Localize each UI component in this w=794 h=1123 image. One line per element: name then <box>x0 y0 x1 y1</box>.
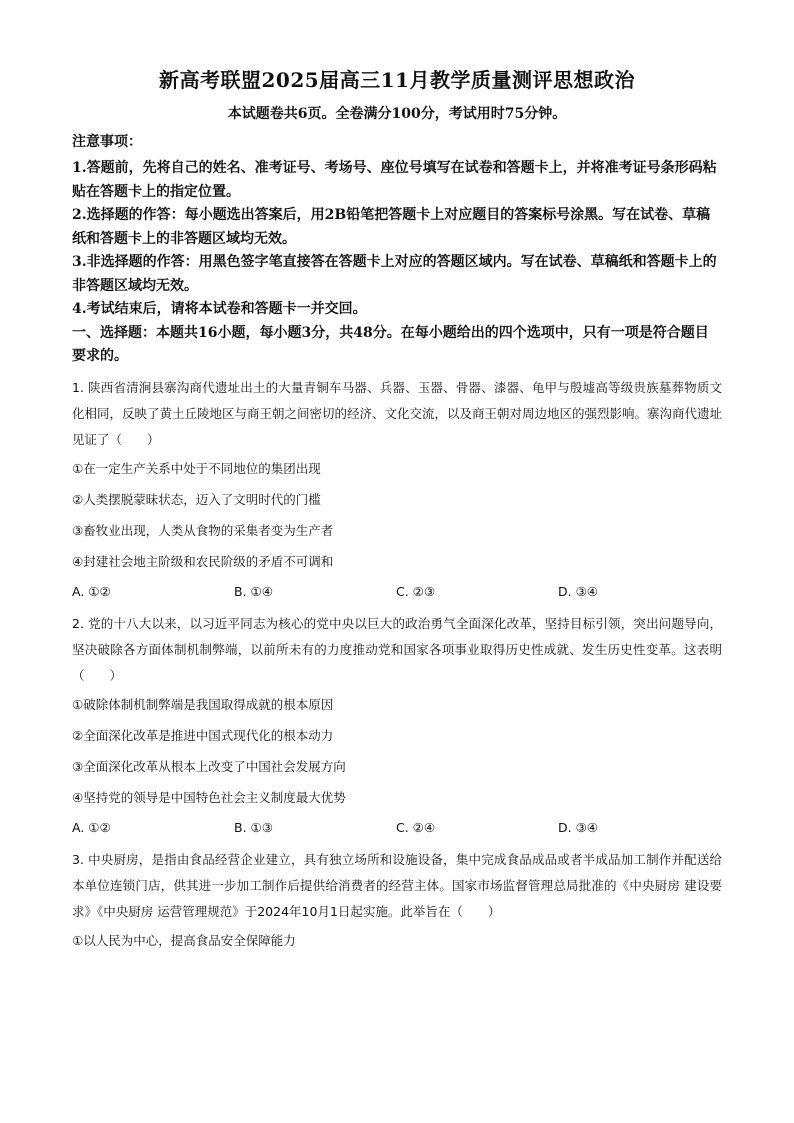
question-3 <box>72 847 722 956</box>
statement-option: ③畜牧业出现，人类从食物的采集者变为生产者 <box>72 522 334 538</box>
note-item: 2.选择题的作答：每小题选出答案后，用2B铅笔把答题卡上对应题目的答案标号涂黑。写在试卷、草稿纸和答题卡上的非答题区域均无效。 <box>72 207 711 247</box>
statement-option: ④坚持党的领导是中国特色社会主义制度最大优势 <box>72 789 346 805</box>
statement-option: ①以人民为中心，提高食品安全保障能力 <box>72 932 296 948</box>
page-subtitle: 本试题卷共6页。全卷满分100分，考试用时75分钟。 <box>227 106 567 122</box>
question-stem: 3. 中央厨房，是指由食品经营企业建立，具有独立场所和设施设备，集中完成食品成品或者半成品加工制作并配送给本单位连锁门店，供其进一步加工制作后提供给消费者的经营主体。国家市场监督管理总局批准的《中央厨房 建设要求》《中央厨房 运营管理规范》于2024年10月1日起实施。此举旨在（ ） <box>72 851 722 919</box>
choice-b: B. ①③ <box>234 819 273 835</box>
choice-c: C. ②④ <box>396 819 436 835</box>
note-item: 4.考试结束后，请将本试卷和答题卡一并交回。 <box>72 301 367 317</box>
section-heading: 一、选择题：本题共16小题，每小题3分，共48分。在每小题给出的四个选项中，只有一项是符合题目要求的。 <box>72 324 709 364</box>
question-stem: 2. 党的十八大以来，以习近平同志为核心的党中央以巨大的政治勇气全面深化改革，坚持目标引领，突出问题导向，坚决破除各方面体制机制弊端，以前所未有的力度推动党和国家各项事业取得历史性成就、发生历史性变革。这表明（ ） <box>72 615 722 683</box>
notes-heading: 注意事项： <box>72 134 142 150</box>
statement-option: ①破除体制机制弊端是我国取得成就的根本原因 <box>72 696 334 712</box>
choice-d: D. ③④ <box>558 819 598 835</box>
question-1 <box>72 375 722 607</box>
statement-option: ①在一定生产关系中处于不同地位的集团出现 <box>72 460 321 476</box>
statement-option: ④封建社会地主阶级和农民阶级的矛盾不可调和 <box>72 553 334 569</box>
statement-option: ②人类摆脱蒙昧状态，迈入了文明时代的门槛 <box>72 491 321 507</box>
choice-c: C. ②③ <box>396 583 436 599</box>
note-item: 3.非选择题的作答：用黑色签字笔直接答在答题卡上对应的答题区域内。写在试卷、草稿纸和答题卡上的非答题区域均无效。 <box>72 254 717 294</box>
statement-option: ②全面深化改革是推进中国式现代化的根本动力 <box>72 727 334 743</box>
choice-a: A. ①② <box>72 583 111 599</box>
note-item: 1.答题前，先将自己的姓名、准考证号、考场号、座位号填写在试卷和答题卡上，并将准考证号条形码粘贴在答题卡上的指定位置。 <box>72 160 717 200</box>
answer-choices <box>72 577 722 607</box>
page-title: 新高考联盟2025届高三11月教学质量测评思想政治 <box>159 68 635 92</box>
choice-d: D. ③④ <box>558 583 598 599</box>
choice-a: A. ①② <box>72 819 111 835</box>
question-stem: 1. 陕西省清涧县寨沟商代遗址出土的大量青铜车马器、兵器、玉器、骨器、漆器、龟甲与殷墟高等级贵族墓葬物质文化相同，反映了黄土丘陵地区与商王朝之间密切的经济、文化交流，以及商王朝对周边地区的强烈影响。寨沟商代遗址见证了（ ） <box>72 379 723 447</box>
answer-choices <box>72 813 722 843</box>
statement-option: ③全面深化改革从根本上改变了中国社会发展方向 <box>72 758 346 774</box>
choice-b: B. ①④ <box>234 583 273 599</box>
notes-section <box>72 131 722 322</box>
question-2 <box>72 611 722 843</box>
